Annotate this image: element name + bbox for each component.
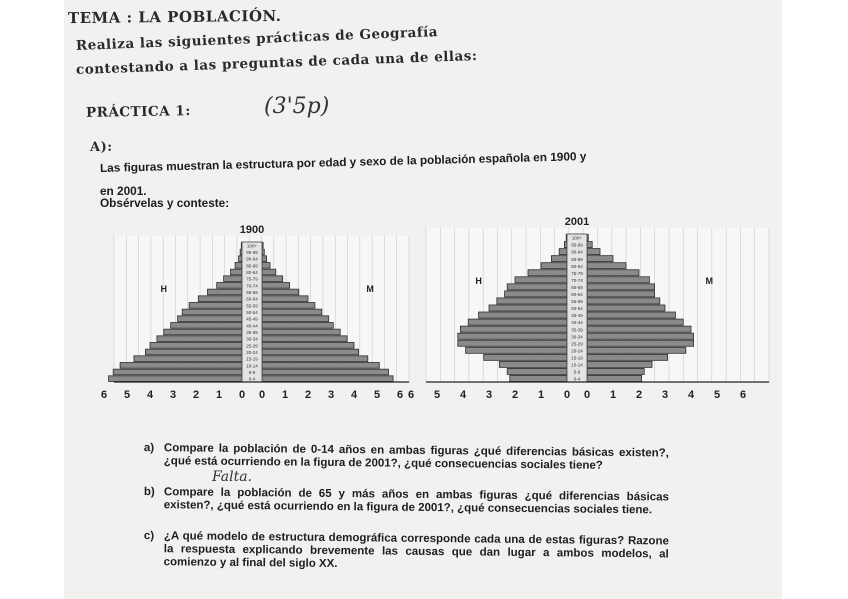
age-label-75-79: 75-79: [571, 270, 583, 276]
age-label-40-44: 40-44: [246, 323, 258, 329]
instruction-line-1: Realiza las siguientes prácticas de Geografía: [75, 24, 439, 54]
x-tick-right-4: 4: [350, 389, 358, 401]
bar-male-65-69: [208, 289, 243, 295]
bar-male-25-29: [150, 343, 242, 349]
label-hombres: H: [160, 284, 168, 294]
bar-male-80-84: [231, 269, 243, 275]
bar-female-95-99: [587, 242, 592, 248]
age-label-70-74: 70-74: [246, 283, 258, 289]
bar-female-75-79: [587, 270, 639, 276]
bar-female-75-79: [262, 276, 283, 282]
bar-female-60-64: [262, 296, 308, 302]
bar-female-15-19: [587, 354, 668, 360]
bar-female-80-84: [587, 263, 626, 269]
x-tick-right-2: 2: [635, 389, 643, 401]
bar-male-85-89: [551, 256, 567, 262]
x-tick-left-6: 6: [407, 389, 415, 401]
bar-male-45-49: [479, 312, 567, 318]
x-tick-left-3: 3: [485, 389, 493, 401]
bar-male-35-39: [164, 329, 242, 335]
x-tick-left-3: 3: [169, 389, 177, 401]
x-tick-right-2: 2: [304, 389, 312, 401]
bar-female-55-59: [587, 298, 660, 304]
bar-female-5-9: [262, 369, 389, 375]
bar-female-70-74: [587, 277, 649, 283]
x-tick-left-2: 2: [192, 389, 200, 401]
x-tick-right-0: 0: [583, 389, 591, 401]
bar-female-30-34: [587, 333, 694, 339]
bar-female-0-4: [587, 375, 642, 381]
bar-male-75-79: [224, 276, 242, 282]
intro-line-3: Obsérvelas y conteste:: [100, 196, 230, 210]
age-label-50-54: 50-54: [571, 306, 583, 312]
x-tick-right-0: 0: [258, 389, 266, 401]
age-label-95-99: 95-99: [571, 242, 583, 248]
age-label-55-59: 55-59: [246, 303, 258, 309]
age-label-90-94: 90-94: [246, 256, 258, 262]
label-hombres: H: [475, 276, 482, 286]
bar-female-45-49: [262, 316, 329, 322]
pyramid-title-2001: 2001: [564, 216, 590, 228]
x-tick-left-5: 5: [123, 389, 131, 401]
bar-female-90-94: [587, 249, 600, 255]
age-label-5-9: 5-9: [248, 370, 256, 375]
label-mujeres: M: [705, 276, 713, 286]
age-label-65-69: 65-69: [571, 284, 583, 290]
x-tick-right-6: 6: [739, 389, 747, 401]
handwritten-falta: Falta.: [212, 469, 253, 485]
age-label-20-24: 20-24: [246, 350, 258, 355]
age-label-60-64: 60-64: [246, 296, 258, 302]
question-b-text: Compare la población de 65 y más años en ambas figuras ¿qué diferencias básicas existen?, ¿qué está ocurriendo en la figura de 2001?, ¿qué consecuencias sociales tiene.: [163, 486, 669, 517]
bar-male-30-34: [157, 336, 242, 342]
bar-female-20-24: [587, 347, 686, 353]
bar-female-5-9: [587, 368, 644, 374]
age-label-65-69: 65-69: [246, 290, 258, 295]
worksheet-page: [64, 0, 782, 599]
bar-female-10-14: [587, 361, 652, 367]
bar-female-70-74: [262, 283, 290, 289]
x-tick-left-5: 5: [433, 389, 441, 401]
bar-female-65-69: [587, 284, 655, 290]
bar-female-90-94: [262, 256, 267, 262]
age-label-35-39: 35-39: [246, 330, 258, 335]
age-label-70-74: 70-74: [571, 277, 583, 283]
age-label-30-34: 30-34: [571, 334, 583, 340]
age-label-75-79: 75-79: [246, 276, 258, 282]
bar-male-55-59: [497, 298, 567, 304]
age-label-95-99: 95-99: [246, 250, 258, 255]
bar-male-25-29: [458, 340, 567, 346]
question-c-label: c): [143, 530, 155, 543]
x-tick-right-5: 5: [713, 389, 721, 401]
bar-female-85-89: [587, 256, 613, 262]
bar-male-55-59: [189, 303, 242, 309]
bar-male-10-14: [499, 361, 567, 367]
bar-male-35-39: [460, 326, 567, 332]
x-tick-left-2: 2: [511, 389, 519, 401]
tema-heading: TEMA : LA POBLACIÓN.: [67, 6, 282, 28]
age-label-25-29: 25-29: [246, 343, 258, 349]
x-tick-right-3: 3: [327, 389, 335, 401]
bar-male-0-4: [109, 376, 242, 382]
practica-heading: PRÁCTICA 1:: [85, 103, 191, 121]
bar-male-5-9: [507, 368, 567, 374]
instruction-line-2: contestando a las preguntas de cada una de ellas:: [75, 47, 478, 78]
bar-male-65-69: [507, 284, 567, 290]
bar-male-15-19: [134, 356, 242, 362]
age-label-10-14: 10-14: [246, 363, 258, 369]
intro-line-1: Las figuras muestran la estructura por edad y sexo de la población española en 1900 y: [99, 149, 587, 175]
age-label-0-4: 0-4: [573, 376, 581, 382]
x-tick-right-4: 4: [687, 389, 695, 401]
age-label-15-19: 15-19: [571, 355, 583, 361]
age-label-20-24: 20-24: [571, 348, 583, 354]
bar-female-20-24: [262, 349, 359, 355]
bar-male-20-24: [145, 349, 242, 355]
bar-female-25-29: [262, 343, 354, 349]
bar-female-40-44: [587, 319, 683, 325]
bar-female-85-89: [262, 263, 270, 269]
pyramid-title-1900: 1900: [239, 224, 265, 236]
age-label-35-39: 35-39: [571, 327, 583, 333]
x-tick-right-1: 1: [281, 389, 289, 401]
age-label-45-49: 45-49: [571, 313, 583, 319]
bar-male-70-74: [217, 283, 242, 289]
age-label-0-4: 0-4: [248, 376, 256, 382]
bar-male-10-14: [120, 363, 242, 369]
x-tick-left-0: 0: [563, 389, 571, 401]
age-label-30-34: 30-34: [246, 336, 258, 342]
x-tick-left-4: 4: [146, 389, 154, 401]
question-b-label: b): [143, 486, 155, 499]
x-tick-right-6: 6: [396, 389, 404, 401]
age-label-100+: 100+: [246, 243, 258, 249]
bar-female-65-69: [262, 289, 299, 295]
bar-female-25-29: [587, 340, 694, 346]
age-label-80-84: 80-84: [571, 263, 583, 269]
bar-female-30-34: [262, 336, 347, 342]
age-label-5-9: 5-9: [573, 369, 581, 375]
bar-female-50-54: [587, 305, 665, 311]
bar-male-75-79: [528, 270, 567, 276]
bar-female-55-59: [262, 303, 315, 309]
question-a-text: Compare la población de 0-14 años en ambas figuras ¿qué diferencias básicas existen?, ¿qué está ocurriendo en la figura de 2001?, ¿qué consecuencias sociales tiene?: [163, 442, 669, 472]
age-label-100+: 100+: [571, 235, 583, 241]
x-tick-left-1: 1: [215, 389, 223, 401]
age-label-60-64: 60-64: [571, 292, 583, 298]
question-a-label: a): [143, 442, 155, 455]
bar-male-30-34: [458, 333, 567, 339]
bar-male-70-74: [515, 277, 567, 283]
bar-female-35-39: [587, 326, 691, 332]
x-tick-right-5: 5: [373, 389, 381, 401]
bar-male-85-89: [235, 263, 242, 269]
bar-female-10-14: [262, 363, 379, 369]
question-c-text: ¿A qué modelo de estructura demográfica corresponde cada una de estas figuras? Razone la respuesta explicando brevemente las causas que dan lugar a ambos modelos, al comienzo y al final del siglo XX.: [163, 530, 669, 571]
bar-female-60-64: [587, 291, 655, 297]
age-label-15-19: 15-19: [246, 356, 258, 362]
bar-male-5-9: [113, 369, 242, 375]
intro-line-2: en 2001.: [100, 184, 147, 198]
x-tick-right-3: 3: [661, 389, 669, 401]
bar-male-40-44: [468, 319, 567, 325]
bar-male-80-84: [541, 263, 567, 269]
age-label-80-84: 80-84: [246, 270, 258, 275]
bar-female-40-44: [262, 323, 333, 329]
bar-female-80-84: [262, 269, 276, 275]
age-label-90-94: 90-94: [571, 249, 583, 255]
label-mujeres: M: [366, 284, 374, 294]
age-label-55-59: 55-59: [571, 299, 583, 305]
bar-male-50-54: [182, 309, 242, 315]
age-label-10-14: 10-14: [571, 362, 583, 368]
age-label-40-44: 40-44: [571, 320, 583, 326]
bar-male-20-24: [466, 347, 567, 353]
bar-male-15-19: [484, 354, 567, 360]
bar-female-0-4: [262, 376, 393, 382]
bar-male-60-64: [198, 296, 242, 302]
bar-female-35-39: [262, 329, 340, 335]
age-label-85-89: 85-89: [246, 263, 258, 269]
x-tick-left-4: 4: [459, 389, 467, 401]
bar-male-90-94: [559, 249, 567, 255]
section-label: A):: [90, 140, 113, 155]
handwritten-score: (3'5p): [264, 94, 330, 119]
bar-male-60-64: [505, 291, 567, 297]
x-tick-left-0: 0: [238, 389, 246, 401]
bar-female-15-19: [262, 356, 368, 362]
age-label-45-49: 45-49: [246, 316, 258, 322]
bar-female-45-49: [587, 312, 675, 318]
x-tick-left-1: 1: [537, 389, 545, 401]
bar-male-45-49: [178, 316, 242, 322]
age-label-85-89: 85-89: [571, 256, 583, 262]
age-label-25-29: 25-29: [571, 341, 583, 347]
age-label-50-54: 50-54: [246, 310, 258, 315]
bar-male-90-94: [239, 256, 242, 262]
bar-female-50-54: [262, 309, 322, 315]
x-tick-left-6: 6: [100, 389, 108, 401]
x-tick-right-1: 1: [609, 389, 617, 401]
bar-male-0-4: [510, 375, 567, 381]
bar-male-50-54: [489, 305, 567, 311]
bar-male-40-44: [171, 323, 242, 329]
population-pyramids: [64, 212, 782, 442]
